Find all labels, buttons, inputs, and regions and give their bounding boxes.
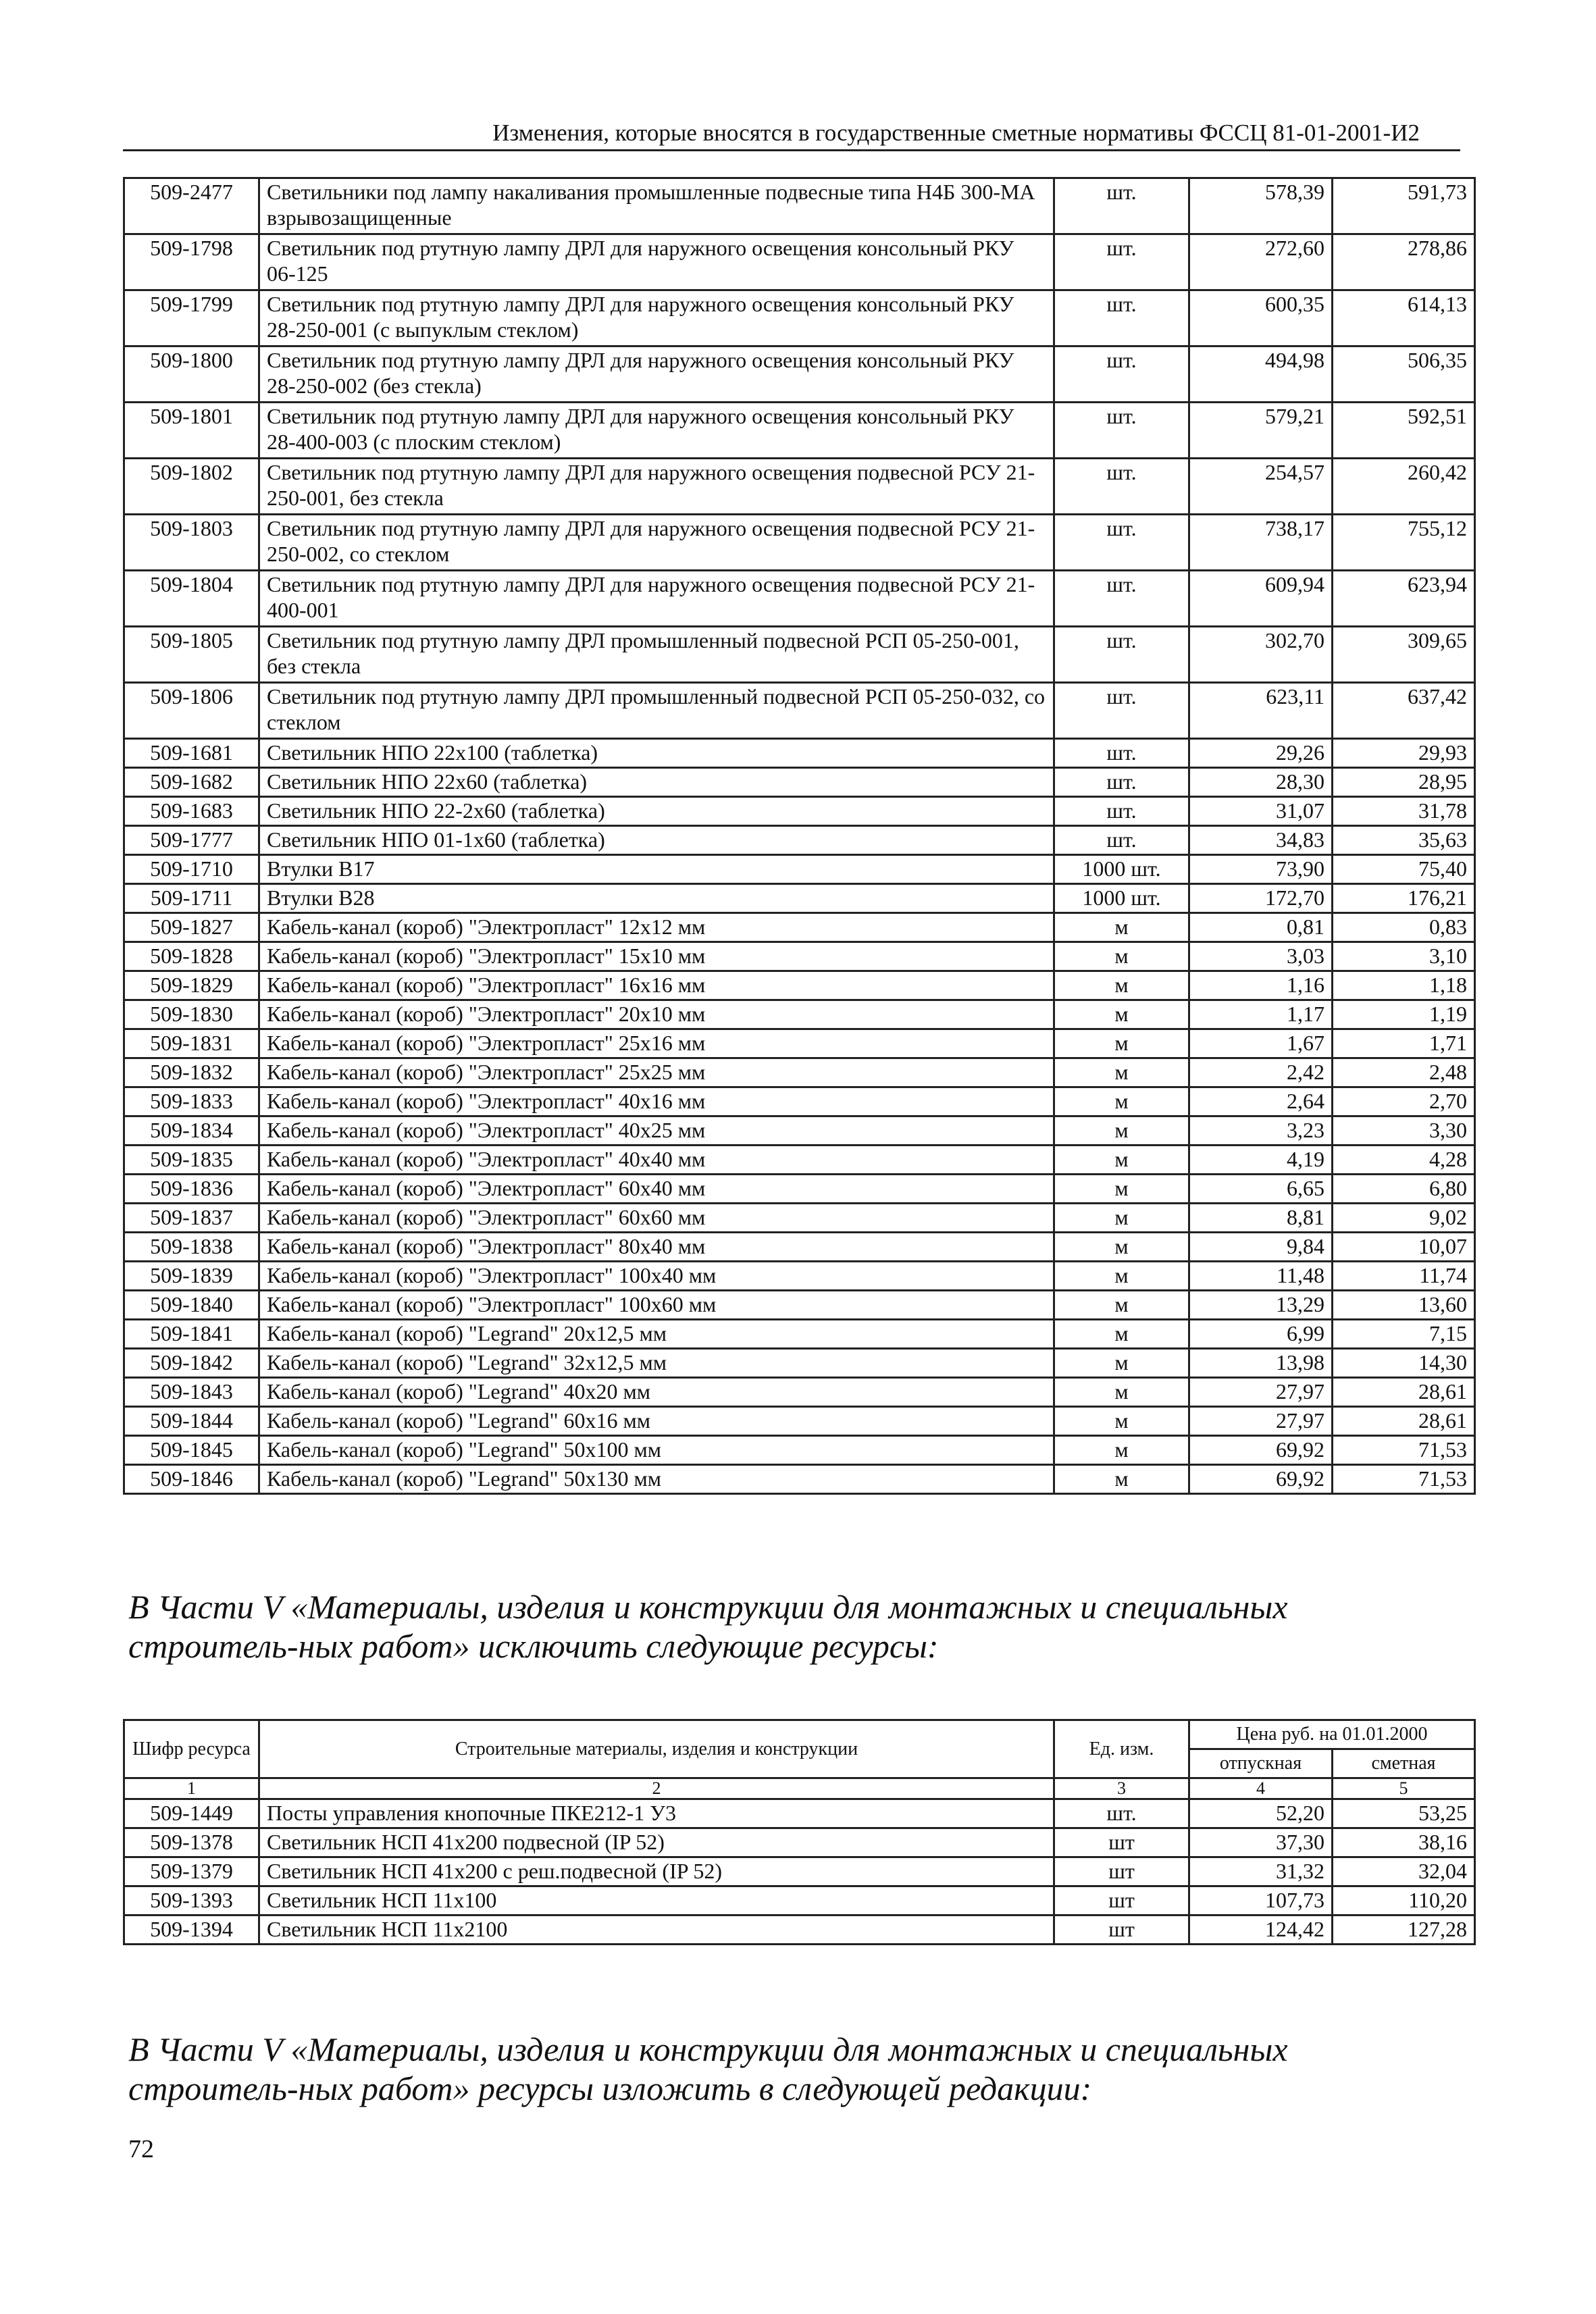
table-row [124, 234, 1475, 290]
table-row [124, 1262, 1475, 1291]
table-row [124, 1116, 1475, 1146]
cell-code: 509-1841 [124, 1320, 259, 1349]
cell-unit: шт. [1054, 797, 1189, 826]
cell-unit: м [1054, 1378, 1189, 1407]
cell-unit: м [1054, 913, 1189, 942]
cell-code: 509-1683 [124, 797, 259, 826]
cell-name: Кабель-канал (короб) "Электропласт" 16х16 мм [259, 971, 1054, 1000]
cell-price-release: 2,64 [1189, 1087, 1333, 1116]
cell-code: 509-1806 [124, 683, 259, 739]
cell-price-release: 623,11 [1189, 683, 1333, 739]
cell-price-estimate: 28,61 [1333, 1378, 1475, 1407]
cell-code: 509-1799 [124, 290, 259, 346]
cell-price-estimate: 28,95 [1333, 768, 1475, 797]
table-row [124, 571, 1475, 627]
cell-code: 509-1801 [124, 403, 259, 459]
table-row [124, 1828, 1475, 1857]
cell-price-estimate: 4,28 [1333, 1146, 1475, 1175]
cell-code: 509-1832 [124, 1058, 259, 1087]
cell-code: 509-1835 [124, 1146, 259, 1175]
cell-price-release: 254,57 [1189, 459, 1333, 515]
cell-code: 509-2477 [124, 178, 259, 234]
table-row [124, 515, 1475, 571]
table-row [124, 290, 1475, 346]
cell-name: Кабель-канал (короб) "Электропласт" 25х16 мм [259, 1029, 1054, 1058]
table-row [124, 346, 1475, 403]
table-row [124, 826, 1475, 855]
cell-unit: м [1054, 1116, 1189, 1146]
cell-unit: шт. [1054, 768, 1189, 797]
cell-unit: 1000 шт. [1054, 855, 1189, 884]
cell-unit: м [1054, 1146, 1189, 1175]
header-price-release: отпускная [1189, 1749, 1333, 1778]
cell-code: 509-1711 [124, 884, 259, 913]
cell-price-release: 11,48 [1189, 1262, 1333, 1291]
cell-name: Кабель-канал (короб) "Legrand" 20х12,5 мм [259, 1320, 1054, 1349]
cell-unit: шт. [1054, 627, 1189, 683]
cell-name: Светильник НСП 11х100 [259, 1886, 1054, 1916]
table-row [124, 913, 1475, 942]
cell-price-estimate: 11,74 [1333, 1262, 1475, 1291]
cell-code: 509-1828 [124, 942, 259, 971]
cell-price-estimate: 623,94 [1333, 571, 1475, 627]
cell-unit: м [1054, 1175, 1189, 1204]
cell-name: Светильник НСП 11х2100 [259, 1916, 1054, 1945]
cell-unit: шт. [1054, 1799, 1189, 1828]
cell-name: Кабель-канал (короб) "Legrand" 40х20 мм [259, 1378, 1054, 1407]
cell-code: 509-1800 [124, 346, 259, 403]
table-row [124, 942, 1475, 971]
cell-price-release: 1,17 [1189, 1000, 1333, 1029]
table-row [124, 1000, 1475, 1029]
table-row [124, 1378, 1475, 1407]
cell-price-estimate: 29,93 [1333, 739, 1475, 768]
cell-unit: м [1054, 1465, 1189, 1494]
cell-price-estimate: 71,53 [1333, 1436, 1475, 1465]
table-row [124, 1204, 1475, 1233]
cell-price-estimate: 637,42 [1333, 683, 1475, 739]
table-row [124, 1916, 1475, 1945]
cell-name: Кабель-канал (короб) "Legrand" 50х130 мм [259, 1465, 1054, 1494]
column-index: 4 [1189, 1778, 1333, 1799]
table-row [124, 1465, 1475, 1494]
cell-price-estimate: 506,35 [1333, 346, 1475, 403]
cell-price-estimate: 127,28 [1333, 1916, 1475, 1945]
cell-code: 509-1829 [124, 971, 259, 1000]
cell-code: 509-1845 [124, 1436, 259, 1465]
cell-name: Кабель-канал (короб) "Legrand" 50х100 мм [259, 1436, 1054, 1465]
cell-price-release: 13,98 [1189, 1349, 1333, 1378]
cell-price-release: 4,19 [1189, 1146, 1333, 1175]
cell-price-estimate: 9,02 [1333, 1204, 1475, 1233]
cell-price-release: 6,99 [1189, 1320, 1333, 1349]
cell-code: 509-1830 [124, 1000, 259, 1029]
cell-unit: шт [1054, 1828, 1189, 1857]
table-row [124, 627, 1475, 683]
header-name: Строительные материалы, изделия и конструкции [259, 1720, 1054, 1778]
cell-price-release: 34,83 [1189, 826, 1333, 855]
cell-price-estimate: 38,16 [1333, 1828, 1475, 1857]
cell-name: Светильник под ртутную лампу ДРЛ для наружного освещения подвесной РСУ 21-250-001, без стекла [259, 459, 1054, 515]
cell-unit: шт. [1054, 515, 1189, 571]
cell-code: 509-1805 [124, 627, 259, 683]
cell-code: 509-1840 [124, 1291, 259, 1320]
cell-price-estimate: 755,12 [1333, 515, 1475, 571]
cell-price-estimate: 14,30 [1333, 1349, 1475, 1378]
cell-name: Светильник НПО 22х60 (таблетка) [259, 768, 1054, 797]
cell-unit: м [1054, 1000, 1189, 1029]
cell-code: 509-1838 [124, 1233, 259, 1262]
cell-code: 509-1834 [124, 1116, 259, 1146]
header-price: Цена руб. на 01.01.2000 [1189, 1720, 1475, 1749]
cell-price-estimate: 28,61 [1333, 1407, 1475, 1436]
cell-price-release: 578,39 [1189, 178, 1333, 234]
cell-unit: м [1054, 1058, 1189, 1087]
cell-unit: шт. [1054, 739, 1189, 768]
cell-price-estimate: 1,18 [1333, 971, 1475, 1000]
cell-name: Втулки В28 [259, 884, 1054, 913]
header-price-estimate: сметная [1333, 1749, 1475, 1778]
cell-price-release: 494,98 [1189, 346, 1333, 403]
cell-price-estimate: 10,07 [1333, 1233, 1475, 1262]
cell-price-estimate: 2,70 [1333, 1087, 1475, 1116]
table-row [124, 1320, 1475, 1349]
cell-code: 509-1804 [124, 571, 259, 627]
table-row [124, 797, 1475, 826]
cell-name: Светильник НСП 41х200 подвесной (IP 52) [259, 1828, 1054, 1857]
table-row [124, 403, 1475, 459]
cell-price-release: 302,70 [1189, 627, 1333, 683]
cell-price-estimate: 7,15 [1333, 1320, 1475, 1349]
cell-unit: шт. [1054, 403, 1189, 459]
header-code: Шифр ресурса [124, 1720, 259, 1778]
cell-code: 509-1846 [124, 1465, 259, 1494]
cell-name: Кабель-канал (короб) "Электропласт" 40х25 мм [259, 1116, 1054, 1146]
cell-price-release: 31,32 [1189, 1857, 1333, 1886]
cell-code: 509-1837 [124, 1204, 259, 1233]
cell-name: Кабель-канал (короб) "Legrand" 32х12,5 мм [259, 1349, 1054, 1378]
cell-price-release: 31,07 [1189, 797, 1333, 826]
cell-price-release: 3,23 [1189, 1116, 1333, 1146]
edit-paragraph: В Части V «Материалы, изделия и конструкции для монтажных и специальных строитель-ных работ» ресурсы изложить в следующей редакции: [128, 2030, 1288, 2107]
cell-name: Кабель-канал (короб) "Электропласт" 15х10 мм [259, 942, 1054, 971]
cell-unit: м [1054, 1407, 1189, 1436]
cell-price-release: 3,03 [1189, 942, 1333, 971]
cell-name: Светильник под ртутную лампу ДРЛ для наружного освещения консольный РКУ 28-400-003 (с плоским стеклом) [259, 403, 1054, 459]
cell-unit: шт. [1054, 178, 1189, 234]
header-unit: Ед. изм. [1054, 1720, 1189, 1778]
cell-price-release: 52,20 [1189, 1799, 1333, 1828]
column-index: 2 [259, 1778, 1054, 1799]
cell-price-release: 73,90 [1189, 855, 1333, 884]
cell-price-release: 29,26 [1189, 739, 1333, 768]
cell-unit: шт. [1054, 683, 1189, 739]
cell-unit: шт [1054, 1916, 1189, 1945]
cell-code: 509-1681 [124, 739, 259, 768]
cell-price-release: 69,92 [1189, 1436, 1333, 1465]
cell-code: 509-1843 [124, 1378, 259, 1407]
cell-name: Кабель-канал (короб) "Электропласт" 40х16 мм [259, 1087, 1054, 1116]
cell-name: Светильник под ртутную лампу ДРЛ для наружного освещения подвесной РСУ 21-250-002, со стеклом [259, 515, 1054, 571]
cell-name: Светильник НСП 41х200 с реш.подвесной (IP 52) [259, 1857, 1054, 1886]
cell-price-release: 69,92 [1189, 1465, 1333, 1494]
column-index: 5 [1333, 1778, 1475, 1799]
cell-price-release: 172,70 [1189, 884, 1333, 913]
cell-price-estimate: 614,13 [1333, 290, 1475, 346]
cell-price-release: 9,84 [1189, 1233, 1333, 1262]
cell-name: Кабель-канал (короб) "Электропласт" 60х60 мм [259, 1204, 1054, 1233]
cell-code: 509-1844 [124, 1407, 259, 1436]
cell-price-release: 1,67 [1189, 1029, 1333, 1058]
cell-price-release: 272,60 [1189, 234, 1333, 290]
cell-unit: 1000 шт. [1054, 884, 1189, 913]
cell-unit: м [1054, 1320, 1189, 1349]
header-title: Изменения, которые вносятся в государственные сметные нормативы ФССЦ 81-01-2001-И2 [492, 120, 1420, 146]
cell-name: Светильник НПО 01-1х60 (таблетка) [259, 826, 1054, 855]
cell-unit: м [1054, 1262, 1189, 1291]
cell-price-estimate: 1,71 [1333, 1029, 1475, 1058]
table-row [124, 683, 1475, 739]
cell-name: Кабель-канал (короб) "Электропласт" 100х60 мм [259, 1291, 1054, 1320]
cell-price-release: 600,35 [1189, 290, 1333, 346]
cell-code: 509-1393 [124, 1886, 259, 1916]
column-index: 1 [124, 1778, 259, 1799]
cell-name: Кабель-канал (короб) "Электропласт" 100х40 мм [259, 1262, 1054, 1291]
table-row [124, 1175, 1475, 1204]
table-row [124, 1886, 1475, 1916]
cell-price-release: 1,16 [1189, 971, 1333, 1000]
cell-price-release: 2,42 [1189, 1058, 1333, 1087]
cell-price-estimate: 13,60 [1333, 1291, 1475, 1320]
cell-price-release: 579,21 [1189, 403, 1333, 459]
cell-price-release: 28,30 [1189, 768, 1333, 797]
table-row [124, 855, 1475, 884]
cell-name: Светильник под ртутную лампу ДРЛ для наружного освещения консольный РКУ 28-250-001 (с выпуклым стеклом) [259, 290, 1054, 346]
cell-price-estimate: 592,51 [1333, 403, 1475, 459]
cell-name: Светильник под ртутную лампу ДРЛ для наружного освещения консольный РКУ 06-125 [259, 234, 1054, 290]
cell-name: Втулки В17 [259, 855, 1054, 884]
cell-name: Светильник под ртутную лампу ДРЛ промышленный подвесной РСП 05-250-001, без стекла [259, 627, 1054, 683]
cell-unit: м [1054, 971, 1189, 1000]
cell-unit: м [1054, 1436, 1189, 1465]
cell-price-release: 738,17 [1189, 515, 1333, 571]
cell-price-release: 37,30 [1189, 1828, 1333, 1857]
column-index: 3 [1054, 1778, 1189, 1799]
cell-price-estimate: 35,63 [1333, 826, 1475, 855]
table-row [124, 1291, 1475, 1320]
table-row [124, 884, 1475, 913]
cell-unit: шт. [1054, 826, 1189, 855]
cell-price-estimate: 75,40 [1333, 855, 1475, 884]
cell-price-estimate: 176,21 [1333, 884, 1475, 913]
cell-unit: м [1054, 1087, 1189, 1116]
cell-price-release: 8,81 [1189, 1204, 1333, 1233]
cell-name: Светильник под ртутную лампу ДРЛ для наружного освещения консольный РКУ 28-250-002 (без стекла) [259, 346, 1054, 403]
table-row [124, 768, 1475, 797]
cell-unit: шт [1054, 1857, 1189, 1886]
cell-name: Кабель-канал (короб) "Электропласт" 20х10 мм [259, 1000, 1054, 1029]
cell-name: Светильники под лампу накаливания промышленные подвесные типа Н4Б 300-МА взрывозащищенные [259, 178, 1054, 234]
table-row [124, 1857, 1475, 1886]
cell-code: 509-1378 [124, 1828, 259, 1857]
cell-price-release: 124,42 [1189, 1916, 1333, 1945]
cell-code: 509-1842 [124, 1349, 259, 1378]
cell-code: 509-1798 [124, 234, 259, 290]
cell-price-release: 27,97 [1189, 1407, 1333, 1436]
cell-code: 509-1777 [124, 826, 259, 855]
cell-code: 509-1394 [124, 1916, 259, 1945]
cell-name: Светильник под ртутную лампу ДРЛ для наружного освещения подвесной РСУ 21-400-001 [259, 571, 1054, 627]
cell-name: Кабель-канал (короб) "Электропласт" 25х25 мм [259, 1058, 1054, 1087]
table-row [124, 1058, 1475, 1087]
excluded-resources-table [123, 1719, 1476, 1945]
table-row [124, 1799, 1475, 1828]
cell-unit: м [1054, 1204, 1189, 1233]
cell-code: 509-1803 [124, 515, 259, 571]
cell-unit: шт. [1054, 459, 1189, 515]
table-row [124, 459, 1475, 515]
cell-price-estimate: 0,83 [1333, 913, 1475, 942]
cell-price-estimate: 71,53 [1333, 1465, 1475, 1494]
table-row [124, 1146, 1475, 1175]
cell-price-release: 6,65 [1189, 1175, 1333, 1204]
cell-price-estimate: 591,73 [1333, 178, 1475, 234]
cell-unit: шт. [1054, 346, 1189, 403]
table-row [124, 178, 1475, 234]
cell-name: Кабель-канал (короб) "Электропласт" 40х40 мм [259, 1146, 1054, 1175]
cell-name: Светильник НПО 22х100 (таблетка) [259, 739, 1054, 768]
cell-name: Кабель-канал (короб) "Электропласт" 80х40 мм [259, 1233, 1054, 1262]
page-number: 72 [128, 2135, 154, 2163]
cell-price-estimate: 31,78 [1333, 797, 1475, 826]
cell-price-release: 27,97 [1189, 1378, 1333, 1407]
table-row [124, 1087, 1475, 1116]
cell-unit: м [1054, 1291, 1189, 1320]
cell-unit: м [1054, 942, 1189, 971]
table-row [124, 1233, 1475, 1262]
cell-unit: м [1054, 1029, 1189, 1058]
cell-price-estimate: 278,86 [1333, 234, 1475, 290]
cell-code: 509-1682 [124, 768, 259, 797]
cell-code: 509-1710 [124, 855, 259, 884]
exclude-paragraph: В Части V «Материалы, изделия и конструкции для монтажных и специальных строитель-ных работ» исключить следующие ресурсы: [128, 1588, 1288, 1665]
cell-code: 509-1833 [124, 1087, 259, 1116]
table-row [124, 1407, 1475, 1436]
cell-name: Светильник НПО 22-2х60 (таблетка) [259, 797, 1054, 826]
cell-unit: шт. [1054, 234, 1189, 290]
cell-price-release: 107,73 [1189, 1886, 1333, 1916]
cell-name: Кабель-канал (короб) "Legrand" 60х16 мм [259, 1407, 1054, 1436]
cell-price-release: 0,81 [1189, 913, 1333, 942]
resources-table [123, 177, 1476, 1495]
cell-price-estimate: 6,80 [1333, 1175, 1475, 1204]
cell-price-estimate: 110,20 [1333, 1886, 1475, 1916]
table-row [124, 1349, 1475, 1378]
cell-unit: шт. [1054, 290, 1189, 346]
cell-price-release: 13,29 [1189, 1291, 1333, 1320]
cell-code: 509-1831 [124, 1029, 259, 1058]
cell-code: 509-1449 [124, 1799, 259, 1828]
cell-name: Посты управления кнопочные ПКЕ212-1 У3 [259, 1799, 1054, 1828]
cell-price-estimate: 2,48 [1333, 1058, 1475, 1087]
table-row [124, 1029, 1475, 1058]
cell-unit: м [1054, 1233, 1189, 1262]
cell-unit: м [1054, 1349, 1189, 1378]
cell-code: 509-1827 [124, 913, 259, 942]
cell-name: Кабель-канал (короб) "Электропласт" 12х12 мм [259, 913, 1054, 942]
cell-name: Кабель-канал (короб) "Электропласт" 60х40 мм [259, 1175, 1054, 1204]
table-row [124, 971, 1475, 1000]
cell-code: 509-1836 [124, 1175, 259, 1204]
cell-code: 509-1379 [124, 1857, 259, 1886]
cell-price-estimate: 53,25 [1333, 1799, 1475, 1828]
cell-price-release: 609,94 [1189, 571, 1333, 627]
cell-name: Светильник под ртутную лампу ДРЛ промышленный подвесной РСП 05-250-032, со стеклом [259, 683, 1054, 739]
table-row [124, 739, 1475, 768]
cell-code: 509-1839 [124, 1262, 259, 1291]
table-row [124, 1436, 1475, 1465]
cell-price-estimate: 309,65 [1333, 627, 1475, 683]
cell-price-estimate: 1,19 [1333, 1000, 1475, 1029]
cell-price-estimate: 3,30 [1333, 1116, 1475, 1146]
cell-price-estimate: 260,42 [1333, 459, 1475, 515]
cell-price-estimate: 3,10 [1333, 942, 1475, 971]
cell-price-estimate: 32,04 [1333, 1857, 1475, 1886]
cell-unit: шт [1054, 1886, 1189, 1916]
cell-unit: шт. [1054, 571, 1189, 627]
page-header [123, 111, 1460, 151]
cell-code: 509-1802 [124, 459, 259, 515]
